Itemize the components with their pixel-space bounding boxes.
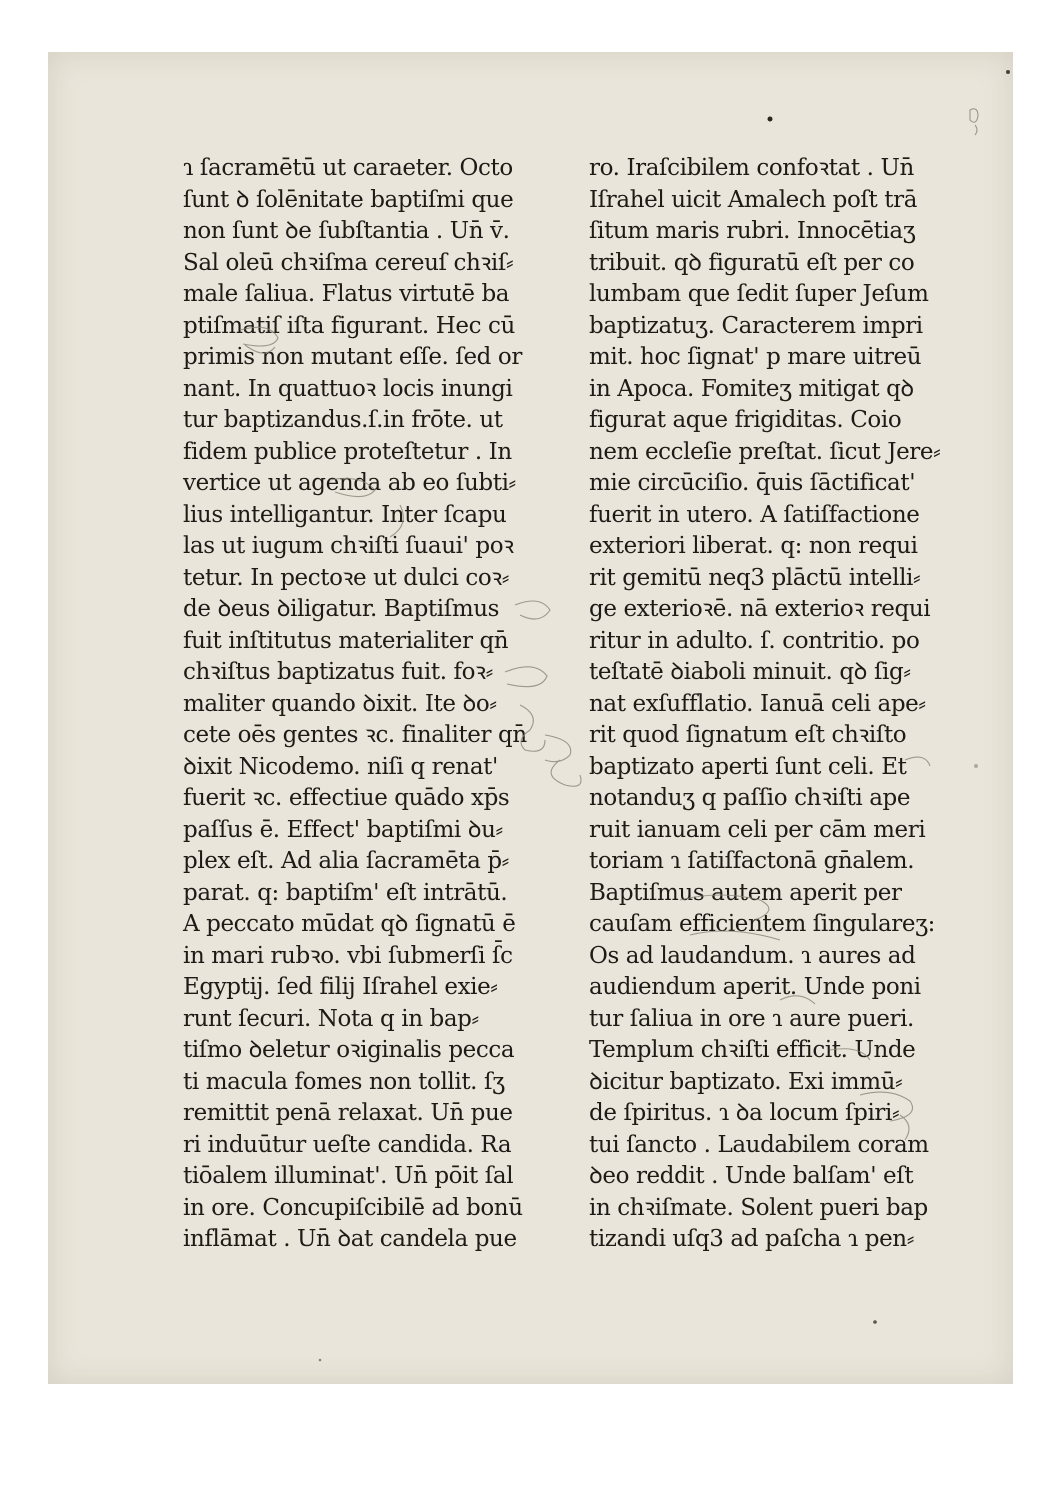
text-line: A peccato mūdat qꝺ ſignatū ē: [183, 911, 516, 937]
text-line: rit quod ſignatum eſt chꝛiſto: [589, 722, 907, 748]
text-line: chꝛiſtus baptizatus fuit. foꝛ⸗: [183, 659, 493, 685]
text-line: ge exterioꝛē. nā exterioꝛ requi: [589, 596, 931, 622]
text-line: teſtatē ꝺiaboli minuit. qꝺ ſig⸗: [589, 659, 911, 685]
text-line: ɿ ſacramētū ut caraeter. Octo: [183, 155, 513, 181]
text-line: ſitum maris rubri. Innocētiaʒ: [589, 218, 916, 244]
text-line: tiſmo ꝺeletur oꝛiginalis pecca: [183, 1037, 515, 1063]
text-line: Sal oleū chꝛiſma cereuſ chꝛiſ⸗: [183, 249, 514, 276]
text-line: ti macula fomes non tollit. ſʒ: [183, 1068, 505, 1095]
text-line: fuit inſtitutus materialiter qn̄: [183, 627, 509, 654]
text-line: remittit penā relaxat. Un̄ pue: [183, 1100, 513, 1126]
text-line: maliter quando ꝺixit. Ite ꝺo⸗: [183, 690, 497, 717]
text-line: mie circūciſio. q̄uis ſāctificat': [589, 470, 916, 496]
text-line: tui ſancto . Laudabilem coram: [589, 1131, 929, 1158]
text-line: ſunt ꝺ ſolēnitate baptiſmi que: [183, 186, 514, 213]
text-line: cete oēs gentes ꝛc. finaliter qn̄: [183, 722, 527, 748]
text-line: nat exſufflatio. Ianuā celi ape⸗: [589, 690, 926, 717]
text-line: ri induūtur ueſte candida. Ra: [183, 1131, 512, 1158]
text-line: exteriori liberat. q: non requi: [589, 533, 918, 559]
text-line: mit. hoc ſignat' p mare uitreū: [589, 344, 922, 370]
text-line: fuerit ꝛc. effectiue quādo xp̄s: [183, 785, 510, 811]
text-line: in ore. Concupiſcibilē ad bonū: [183, 1194, 523, 1221]
text-line: primis non mutant eſſe. ſed or: [183, 344, 522, 370]
text-line: notanduʒ q paſſio chꝛiſti ape: [589, 785, 911, 811]
text-line: audiendum aperit. Unde poni: [589, 974, 921, 1000]
text-line: ritur in adulto. ſ. contritio. po: [589, 627, 920, 654]
text-line: tur baptizandus.ſ.in frōte. ut: [183, 407, 503, 433]
text-line: baptizatuʒ. Caracterem impri: [589, 312, 923, 339]
text-line: de ꝺeus ꝺiligatur. Baptiſmus: [183, 596, 500, 622]
text-line: nem eccleſie preſtat. ſicut Jere⸗: [589, 438, 941, 465]
text-line: paſſus ē. Effect' baptiſmi ꝺu⸗: [183, 816, 503, 843]
text-line: toriam ɿ ſatiſfactonā gn̄alem.: [589, 848, 915, 874]
text-line: figurat aque frigiditas. Coio: [589, 407, 902, 433]
text-line: las ut iugum chꝛiſti ſuaui' poꝛ: [183, 533, 514, 559]
text-line: non ſunt ꝺe ſubſtantia . Un̄ v̄.: [183, 218, 510, 244]
text-line: male ſaliua. Flatus virtutē ba: [183, 281, 510, 307]
text-line: lius intelligantur. Inter ſcapu: [183, 501, 507, 528]
text-line: ruit ianuam celi per cām meri: [589, 816, 926, 843]
text-line: lumbam que ſedit ſuper Jeſum: [589, 281, 929, 307]
text-line: tribuit. qꝺ figuratū eſt per co: [589, 249, 915, 276]
text-line: Baptiſmus autem aperit per: [589, 879, 902, 906]
text-line: fuerit in utero. A ſatiſfactione: [589, 501, 920, 528]
text-line: inflāmat . Un̄ ꝺat candela pue: [183, 1226, 517, 1252]
text-line: in chꝛiſmate. Solent pueri bap: [589, 1194, 928, 1221]
text-line: fidem publice proteſtetur . In: [183, 438, 512, 465]
text-line: plex eſt. Ad alia ſacramēta p̄⸗: [183, 848, 509, 874]
text-line: parat. q: baptiſm' eſt intrātū.: [183, 879, 508, 906]
text-line: rit gemitū neq3 plāctū intelli⸗: [589, 564, 921, 591]
text-line: nant. In quattuoꝛ locis inungi: [183, 375, 513, 402]
text-line: ꝺixit Nicodemo. niſi q renat': [183, 753, 498, 780]
text-line: ꝺeo reddit . Unde balſam' eſt: [589, 1163, 914, 1189]
text-line: ꝺicitur baptizato. Exi immū⸗: [589, 1068, 903, 1095]
text-line: Templum chꝛiſti efficit. Unde: [589, 1037, 916, 1063]
text-line: de ſpiritus. ɿ ꝺa locum ſpiri⸗: [589, 1100, 900, 1126]
text-line: ptiſmatiſ iſta figurant. Hec cū: [183, 312, 515, 339]
text-line: baptizato aperti ſunt celi. Et: [589, 753, 907, 780]
text-line: Os ad laudandum. ɿ aures ad: [589, 942, 916, 969]
text-line: tetur. In pectoꝛe ut dulci coꝛ⸗: [183, 564, 510, 591]
text-line: runt ſecuri. Nota q in bap⸗: [183, 1005, 479, 1032]
text-line: tur ſaliua in ore ɿ aure pueri.: [589, 1005, 914, 1032]
text-line: ro. Iraſcibilem confoꝛtat . Un̄: [589, 155, 914, 181]
text-line: cauſam efficientem ſingulareʒ:: [589, 911, 936, 937]
text-line: in mari rubꝛo. vbi ſubmerſi ſ̄c: [183, 942, 513, 969]
text-line: Egyptij. ſed filij Iſrahel exie⸗: [183, 974, 498, 1000]
text-line: Iſrahel uicit Amalech poſt trā: [589, 186, 918, 213]
text-line: tiōalem illuminat'. Un̄ pōit ſal: [183, 1163, 514, 1189]
text-line: tizandi uſq3 ad paſcha ɿ pen⸗: [589, 1226, 914, 1252]
text-line: in Apoca. Fomiteʒ mitigat qꝺ: [589, 375, 914, 402]
text-line: vertice ut agenda ab eo ſubti⸗: [183, 470, 516, 496]
